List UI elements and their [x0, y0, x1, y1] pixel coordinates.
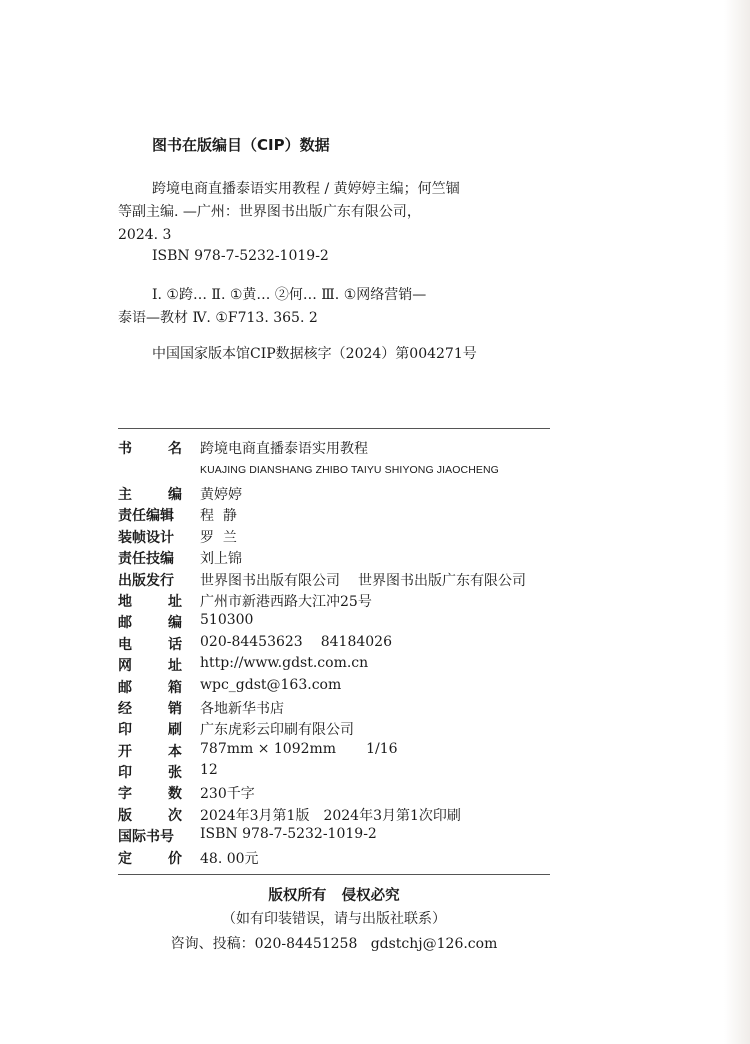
label-postcode: 邮 编: [118, 615, 182, 632]
detail-row-publisher: [118, 570, 558, 591]
tech-editor-value: 刘上锦: [200, 551, 242, 568]
book-title-pinyin: KUAJING DIANSHANG ZHIBO TAIYU SHIYONG JIAOCHENG: [200, 464, 499, 476]
label-sheets: 印 张: [118, 765, 182, 782]
label-words: 字 数: [118, 786, 182, 803]
cip-record: [118, 178, 548, 247]
cip-class-line-2: 泰语—教材 Ⅳ. ①F713. 365. 2: [118, 310, 318, 326]
detail-row-printer: [118, 719, 558, 740]
distributor-value: 各地新华书店: [200, 700, 284, 717]
top-divider: [118, 428, 550, 429]
printer-value: 广东虎彩云印刷有限公司: [200, 722, 354, 739]
label-editor: 主 编: [118, 487, 182, 503]
postcode-value: 510300: [200, 612, 254, 629]
resp-editor-value: 程 静: [200, 508, 237, 525]
website-value: http://www.gdst.com.cn: [200, 655, 369, 672]
print-error-notice: （如有印装错误，请与出版社联系）: [222, 911, 446, 927]
bottom-divider: [118, 874, 550, 875]
detail-row-editor: [118, 484, 558, 505]
detail-row-edition: [118, 805, 558, 826]
phone-a: 020-84453623: [200, 633, 303, 650]
book-title: 跨境电商直播泰语实用教程: [200, 441, 368, 457]
edition-a: 2024年3月第1版: [200, 807, 310, 824]
page-edge-shadow: [724, 0, 750, 1044]
label-website: 网 址: [118, 658, 182, 675]
email-value: wpc_gdst@163.com: [200, 676, 342, 693]
detail-row-isbn: [118, 826, 558, 847]
address-value: 广州市新港西路大江冲25号: [200, 593, 372, 610]
publisher-a: 世界图书出版有限公司: [200, 572, 340, 589]
cip-isbn: ISBN 978-7-5232-1019-2: [152, 248, 329, 264]
cip-class-line-1: Ⅰ. ①跨… Ⅱ. ①黄… ②何… Ⅲ. ①网络营销—: [152, 287, 427, 303]
cip-library-number: 中国国家版本馆CIP数据核字（2024）第004271号: [152, 346, 477, 362]
detail-row-email: [118, 677, 558, 698]
publisher-b: 世界图书出版广东有限公司: [358, 572, 526, 589]
cip-record-line-2: 等副主编. —广州：世界图书出版广东有限公司，: [118, 204, 421, 220]
contact-info: 咨询、投稿：020-84451258 gdstchj@126.com: [170, 936, 498, 952]
detail-row-price: [118, 848, 558, 869]
detail-row-design: [118, 527, 558, 548]
detail-row-website: [118, 655, 558, 676]
format-size: 787mm × 1092mm: [200, 740, 337, 757]
label-email: 邮 箱: [118, 679, 182, 696]
label-tech-editor: 责任技编: [118, 551, 174, 568]
copyright-notice: 版权所有 侵权必究: [268, 888, 400, 904]
detail-row-distributor: [118, 698, 558, 719]
detail-row-tech-editor: [118, 548, 558, 569]
label-printer: 印 刷: [118, 722, 182, 739]
label-title: 书 名: [118, 441, 182, 457]
label-price: 定 价: [118, 850, 182, 867]
detail-row-resp-editor: [118, 505, 558, 526]
cip-record-line-1: 跨境电商直播泰语实用教程 / 黄婷婷主编；何竺锢: [152, 181, 460, 197]
price-value: 48. 00元: [200, 850, 259, 867]
detail-row-postcode: [118, 612, 558, 633]
detail-row-sheets: [118, 762, 558, 783]
publication-details: [118, 438, 558, 869]
label-resp-editor: 责任编辑: [118, 508, 174, 525]
detail-row-address: [118, 591, 558, 612]
label-publisher: 出版发行: [118, 572, 174, 589]
cip-classification: [118, 284, 548, 330]
editor-value: 黄婷婷: [200, 487, 242, 503]
label-isbn: 国际书号: [118, 829, 174, 846]
isbn-value: ISBN 978-7-5232-1019-2: [200, 826, 377, 843]
detail-row-title: [118, 438, 558, 484]
detail-row-words: [118, 783, 558, 804]
label-distributor: 经 销: [118, 700, 182, 717]
detail-row-format: [118, 741, 558, 762]
edition-b: 2024年3月第1次印刷: [323, 807, 461, 824]
cip-title: 图书在版编目（CIP）数据: [152, 136, 330, 154]
label-phone: 电 话: [118, 636, 182, 653]
cip-record-line-3: 2024. 3: [118, 227, 172, 243]
label-format: 开 本: [118, 743, 182, 760]
detail-row-phone: [118, 634, 558, 655]
sheets-value: 12: [200, 762, 218, 779]
label-address: 地 址: [118, 593, 182, 610]
design-value: 罗 兰: [200, 529, 237, 546]
label-edition: 版 次: [118, 807, 182, 824]
format-fold: 1/16: [366, 740, 398, 757]
words-value: 230千字: [200, 786, 255, 803]
phone-b: 84184026: [320, 633, 392, 650]
label-design: 装帧设计: [118, 529, 174, 546]
